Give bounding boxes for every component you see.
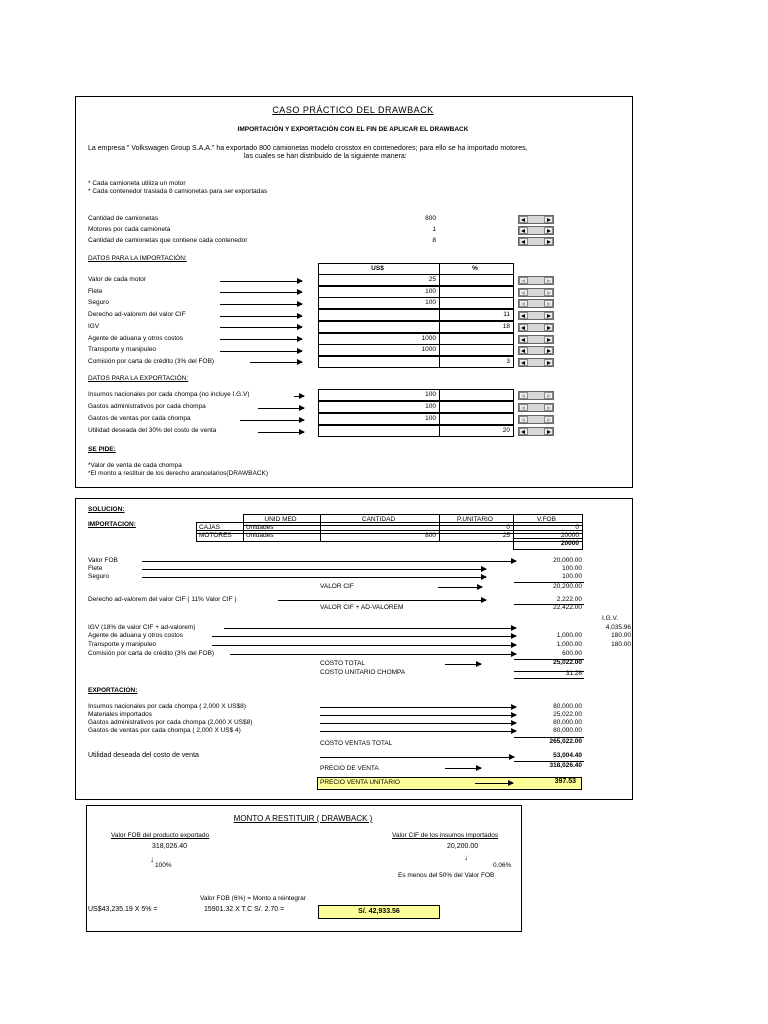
- table-pu: 25: [439, 530, 514, 542]
- arrow: [220, 316, 302, 317]
- arrow: [220, 327, 302, 328]
- valor-cif-value: 20,200.00: [553, 583, 582, 590]
- import-row-label: Comisión por carta de crédito (3% del FOB): [88, 358, 215, 365]
- arrow: [212, 645, 516, 646]
- cost-line-label: Seguro: [88, 573, 109, 580]
- table-fob: 0: [513, 522, 583, 534]
- cost-row-value: 1,000.00: [556, 641, 582, 648]
- cost-row-label: Transporte y manipuleo: [88, 641, 157, 648]
- import-pct-cell: [439, 274, 514, 286]
- table-header: UNID MED: [243, 514, 321, 526]
- import-row-label: Derecho ad-valorem del valor CIF: [88, 311, 186, 318]
- table-header: V.FOB: [513, 514, 583, 526]
- cost-line-value: 100.00: [562, 565, 582, 572]
- cif-pct: 0.06%: [493, 862, 512, 869]
- spinner-control[interactable]: [518, 346, 554, 355]
- pide-item: *Valor de venta de cada chompa: [88, 462, 182, 469]
- costo-total-label: COSTO TOTAL: [320, 660, 366, 667]
- arrow: [212, 636, 516, 637]
- utilidad-value: 53,004.40: [553, 752, 582, 759]
- qty-label: Cantidad de camionetas que contiene cada contenedor: [88, 237, 248, 244]
- import-usd-cell: 1000: [318, 344, 440, 356]
- precio-venta-label: PRECIO DE VENTA: [320, 765, 379, 772]
- advalorem-value: 2,222.00: [556, 596, 582, 603]
- down-arrow-icon: ↓: [150, 855, 154, 864]
- import-pct-cell: 11: [439, 309, 514, 321]
- export-usd-cell: 100: [318, 389, 440, 401]
- arrow: [320, 731, 516, 732]
- import-pct-cell: 3: [439, 356, 514, 368]
- arrow: [250, 362, 302, 363]
- import-usd-cell: 25: [318, 274, 440, 286]
- cif-adv-label: VALOR CIF + AD-VALOREM: [320, 604, 404, 611]
- spinner-control[interactable]: [518, 391, 554, 400]
- qty-label: Cantidad de camionetas: [88, 215, 159, 222]
- valor-cif-label: VALOR CIF: [320, 583, 354, 590]
- se-pide-header: SE PIDE:: [88, 446, 116, 453]
- qty-value: 800: [425, 215, 436, 222]
- spinner-control[interactable]: [518, 215, 554, 224]
- calc-2: 15901.32 X T.C S/. 2.70 =: [204, 906, 285, 913]
- precio-unit-label: PRECIO VENTA UNITARIO: [320, 779, 400, 786]
- export-row-label: Gastos administrativos por cada chompa: [88, 403, 206, 410]
- arrow: [320, 707, 516, 708]
- import-usd-cell: 1000: [318, 333, 440, 345]
- export-usd-cell: [318, 425, 440, 437]
- cost-line-value: 100.00: [562, 573, 582, 580]
- import-row-label: Agente de aduana y otros costos: [88, 335, 184, 342]
- import-usd-cell: [318, 321, 440, 333]
- arrow: [475, 783, 513, 784]
- arrow: [438, 587, 482, 588]
- arrow: [320, 715, 516, 716]
- import-usd-cell: 100: [318, 297, 440, 309]
- export-row-label: Insumos nacionales por cada chompa (no incluye I.G.V): [88, 391, 250, 398]
- spinner-control[interactable]: [518, 358, 554, 367]
- spinner-control[interactable]: [518, 276, 554, 285]
- arrow: [230, 654, 516, 655]
- cost-row-igv: 180.00: [611, 632, 631, 639]
- export-pct-cell: [439, 401, 514, 413]
- cost-row-label: IGV (18% de valor CIF + ad-valorem): [88, 624, 196, 631]
- export-line-label: Gastos de ventas por cada chompa ( 2,000 X US$ 4): [88, 727, 241, 734]
- arrow: [320, 757, 514, 758]
- table-unit: Unidades: [243, 522, 321, 534]
- import-row-label: Valor de cada motor: [88, 276, 147, 283]
- intro-line-2: las cuales se han distribuido de la siguiente manera:: [244, 153, 407, 160]
- intro-line-1: La empresa " Volkswagen Group S.A.A." ha exportado 800 camionetas modelo crosstox en contenedores; para ello se ha importado motores,: [88, 145, 528, 152]
- export-pct-cell: [439, 389, 514, 401]
- qty-label: Motores por cada camioneta: [88, 226, 171, 233]
- cost-line-label: Valor FOB: [88, 557, 118, 564]
- arrow: [224, 628, 516, 629]
- cost-line-label: Flete: [88, 565, 103, 572]
- drawback-result: S/. 42,933.56: [318, 905, 440, 919]
- cif-adv-value: 22,422.00: [553, 604, 582, 611]
- cost-row-label: Agente de aduana y otros costos: [88, 632, 184, 639]
- cif-value: 20,200.00: [447, 843, 479, 850]
- arrow: [258, 408, 304, 409]
- arrow: [445, 664, 481, 665]
- fob-value: 318,026.40: [152, 843, 188, 850]
- bullet-2: * Cada contenedor traslada 8 camionetas para ser exportadas: [88, 188, 268, 195]
- table-pu: 0: [439, 522, 514, 534]
- import-pct-cell: [439, 297, 514, 309]
- down-arrow-icon: ↓: [464, 853, 468, 862]
- calc-1: US$43,235.19 X 5% =: [88, 906, 158, 913]
- table-unit: Unidades: [243, 530, 321, 542]
- importacion-label: IMPORTACION:: [88, 521, 136, 528]
- spinner-control[interactable]: [518, 427, 554, 436]
- export-usd-cell: 100: [318, 401, 440, 413]
- arrow: [240, 420, 304, 421]
- spinner-control[interactable]: [518, 226, 554, 235]
- import-usd-cell: 100: [318, 286, 440, 298]
- fob-pct: 100%: [155, 862, 172, 869]
- advalorem-label: Derecho ad-valorem del valor CIF ( 11% Valor CIF ): [88, 596, 237, 603]
- arrow: [142, 561, 516, 562]
- table-qty: 800: [320, 530, 440, 542]
- export-line-label: Gastos administrativos por cada chompa (2,000 X US$8): [88, 719, 253, 726]
- import-pct-cell: [439, 344, 514, 356]
- import-header: DATOS PARA LA IMPORTACIÓN:: [88, 255, 187, 262]
- case-title: CASO PRÁCTICO DEL DRAWBACK: [272, 105, 434, 115]
- cost-row-value: 1,000.00: [556, 632, 582, 639]
- fob-label: Valor FOB del producto exportado: [111, 832, 210, 839]
- arrow: [220, 304, 302, 305]
- arrow: [220, 339, 302, 340]
- export-pct-cell: [439, 413, 514, 425]
- export-line-label: Insumos nacionales por cada chompa ( 2,000 X US$8): [88, 703, 246, 710]
- spinner-control[interactable]: [518, 311, 554, 320]
- spinner-control[interactable]: [518, 237, 554, 246]
- arrow: [258, 432, 304, 433]
- solucion-label: SOLUCION:: [88, 506, 125, 513]
- import-row-label: Seguro: [88, 299, 109, 306]
- table-item: CAJAS: [196, 522, 244, 534]
- precio-venta-value: 318,026.40: [549, 762, 582, 769]
- formula-label: Valor FOB (6%) = Monto a reintegrar: [200, 895, 306, 902]
- export-line-label: Materiales importados: [88, 711, 152, 718]
- spinner-control[interactable]: [518, 403, 554, 412]
- costo-ventas-label: COSTO VENTAS TOTAL: [320, 740, 393, 747]
- costo-unit-value: 31.28: [565, 670, 582, 677]
- import-row-label: IGV: [88, 323, 100, 330]
- arrow: [294, 396, 304, 397]
- export-line-value: 25,022.00: [553, 711, 582, 718]
- spinner-control[interactable]: [518, 299, 554, 308]
- export-usd-cell: 100: [318, 413, 440, 425]
- cost-row-value: 600.00: [562, 650, 582, 657]
- spinner-control[interactable]: [518, 288, 554, 297]
- cost-line-value: 20,000.00: [553, 557, 582, 564]
- precio-unit-value: 397.53: [554, 778, 576, 785]
- bullet-1: * Cada camioneta utiliza un motor: [88, 180, 186, 187]
- qty-value: 8: [432, 237, 436, 244]
- export-line-value: 80,000.00: [553, 719, 582, 726]
- arrow: [320, 723, 516, 724]
- table-header: P.UNITARIO: [439, 514, 514, 526]
- sum-line: [514, 678, 584, 679]
- import-row-label: Flete: [88, 288, 103, 295]
- arrow: [445, 768, 481, 769]
- igv-total: 4,035.96: [605, 624, 631, 631]
- export-pct-cell: 20: [439, 425, 514, 437]
- import-usd-cell: [318, 356, 440, 368]
- utilidad-label: Utilidad deseada del costo de venta: [88, 752, 199, 759]
- spinner-control[interactable]: [518, 323, 554, 332]
- exportacion-label: EXPORTACION:: [88, 687, 138, 694]
- costo-ventas-value: 265,022.00: [549, 738, 582, 745]
- table-total: 20000: [513, 538, 583, 550]
- cost-row-label: Comisión por carta de crédito (3% del FOB): [88, 650, 215, 657]
- arrow: [220, 351, 302, 352]
- menos-label: Es menos del 50% del Valor FOB: [398, 872, 495, 879]
- import-usd-cell: [318, 309, 440, 321]
- arrow: [142, 577, 486, 578]
- arrow: [220, 281, 302, 282]
- igv-header: I.G.V.: [601, 615, 619, 622]
- table-header: CANTIDAD: [320, 514, 440, 526]
- cif-label: Valor CIF de los insumos importados: [392, 832, 499, 839]
- import-pct-cell: 18: [439, 321, 514, 333]
- export-header: DATOS PARA LA EXPORTACIÓN:: [88, 375, 189, 382]
- export-row-label: Utilidad deseada del 30% del costo de venta: [88, 427, 217, 434]
- arrow: [220, 292, 302, 293]
- export-line-value: 80,000.00: [553, 727, 582, 734]
- export-line-value: 80,000.00: [553, 703, 582, 710]
- case-subtitle: IMPORTACIÓN Y EXPORTACIÓN CON EL FIN DE APLICAR EL DRAWBACK: [237, 126, 469, 133]
- table-item: MOTORES: [196, 530, 244, 542]
- import-row-label: Transporte y manipuleo: [88, 346, 157, 353]
- spinner-control[interactable]: [518, 415, 554, 424]
- costo-unit-label: COSTO UNITARIO CHOMPA: [320, 669, 406, 676]
- cost-row-igv: 180.00: [611, 641, 631, 648]
- col-pct-header: %: [439, 263, 514, 275]
- spinner-control[interactable]: [518, 335, 554, 344]
- arrow: [278, 600, 486, 601]
- costo-total-value: 25,022.00: [553, 659, 582, 666]
- drawback-title: MONTO A RESTITUIR ( DRAWBACK ): [233, 814, 373, 823]
- arrow: [142, 569, 486, 570]
- table-fob: 20000: [513, 530, 583, 542]
- pide-item: *El monto a restituir de los derecho arancelarios(DRAWBACK): [88, 470, 269, 477]
- export-row-label: Gastos de ventas por cada chompa: [88, 415, 191, 422]
- col-usd-header: US$: [318, 263, 440, 275]
- qty-value: 1: [432, 226, 436, 233]
